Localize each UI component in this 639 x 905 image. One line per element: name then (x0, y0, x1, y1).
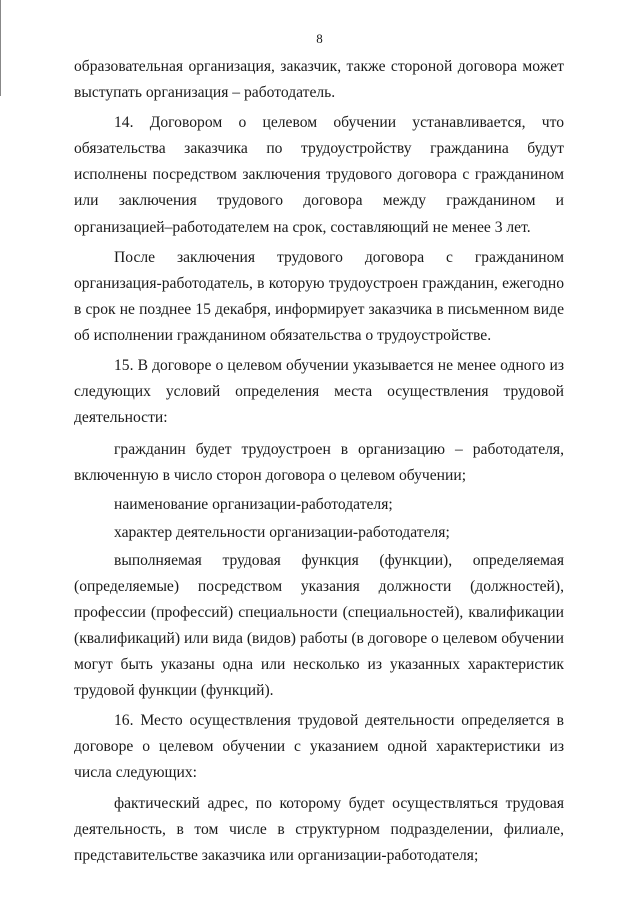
paragraph-7: выполняемая трудовая функция (функции), определяемая (определяемые) посредством указания должности (должностей), профессии (профессий) специальности (специальностей), квалификации (квалификаций) или вида (видов) работы (в договоре о целевом обучении могут быть указаны одна или несколько из указанных характеристик трудовой функции (функций). (74, 551, 564, 700)
paragraph-4: гражданин будет трудоустроен в организацию – работодателя, включенную в число сторон договора о целевом обучении; (74, 441, 564, 485)
scan-edge-mark (0, 0, 1, 96)
paragraph-0: образовательная организация, заказчик, также стороной договора может выступать организация – работодатель. (74, 58, 564, 102)
document-body (74, 54, 564, 869)
page-number: 8 (316, 31, 323, 46)
paragraph-8: 16. Место осуществления трудовой деятельности определяется в договоре о целевом обучении с указанием одной характеристики из числа следующих: (74, 712, 564, 782)
paragraph-6: характер деятельности организации-работодателя; (114, 523, 450, 541)
paragraph-5: наименование организации-работодателя; (114, 495, 393, 513)
paragraph-9: фактический адрес, по которому будет осуществляться трудовая деятельность, в том числе в структурном подразделении, филиале, представительстве заказчика или организации-работодателя; (74, 794, 564, 864)
paragraph-1: 14. Договором о целевом обучении устанавливается, что обязательства заказчика по трудоустройству гражданина будут исполнены посредством заключения трудового договора с гражданином или заключения трудового договора между гражданином и организацией–работодателем на срок, составляющий не менее 3 лет. (74, 114, 564, 236)
paragraph-2: После заключения трудового договора с гражданином организация-работодатель, в которую трудоустроен гражданин, ежегодно в срок не позднее 15 декабря, информирует заказчика в письменном виде об исполнении гражданином обязательства о трудоустройстве. (74, 248, 564, 344)
paragraph-3: 15. В договоре о целевом обучении указывается не менее одного из следующих условий определения места осуществления трудовой деятельности: (74, 357, 564, 427)
